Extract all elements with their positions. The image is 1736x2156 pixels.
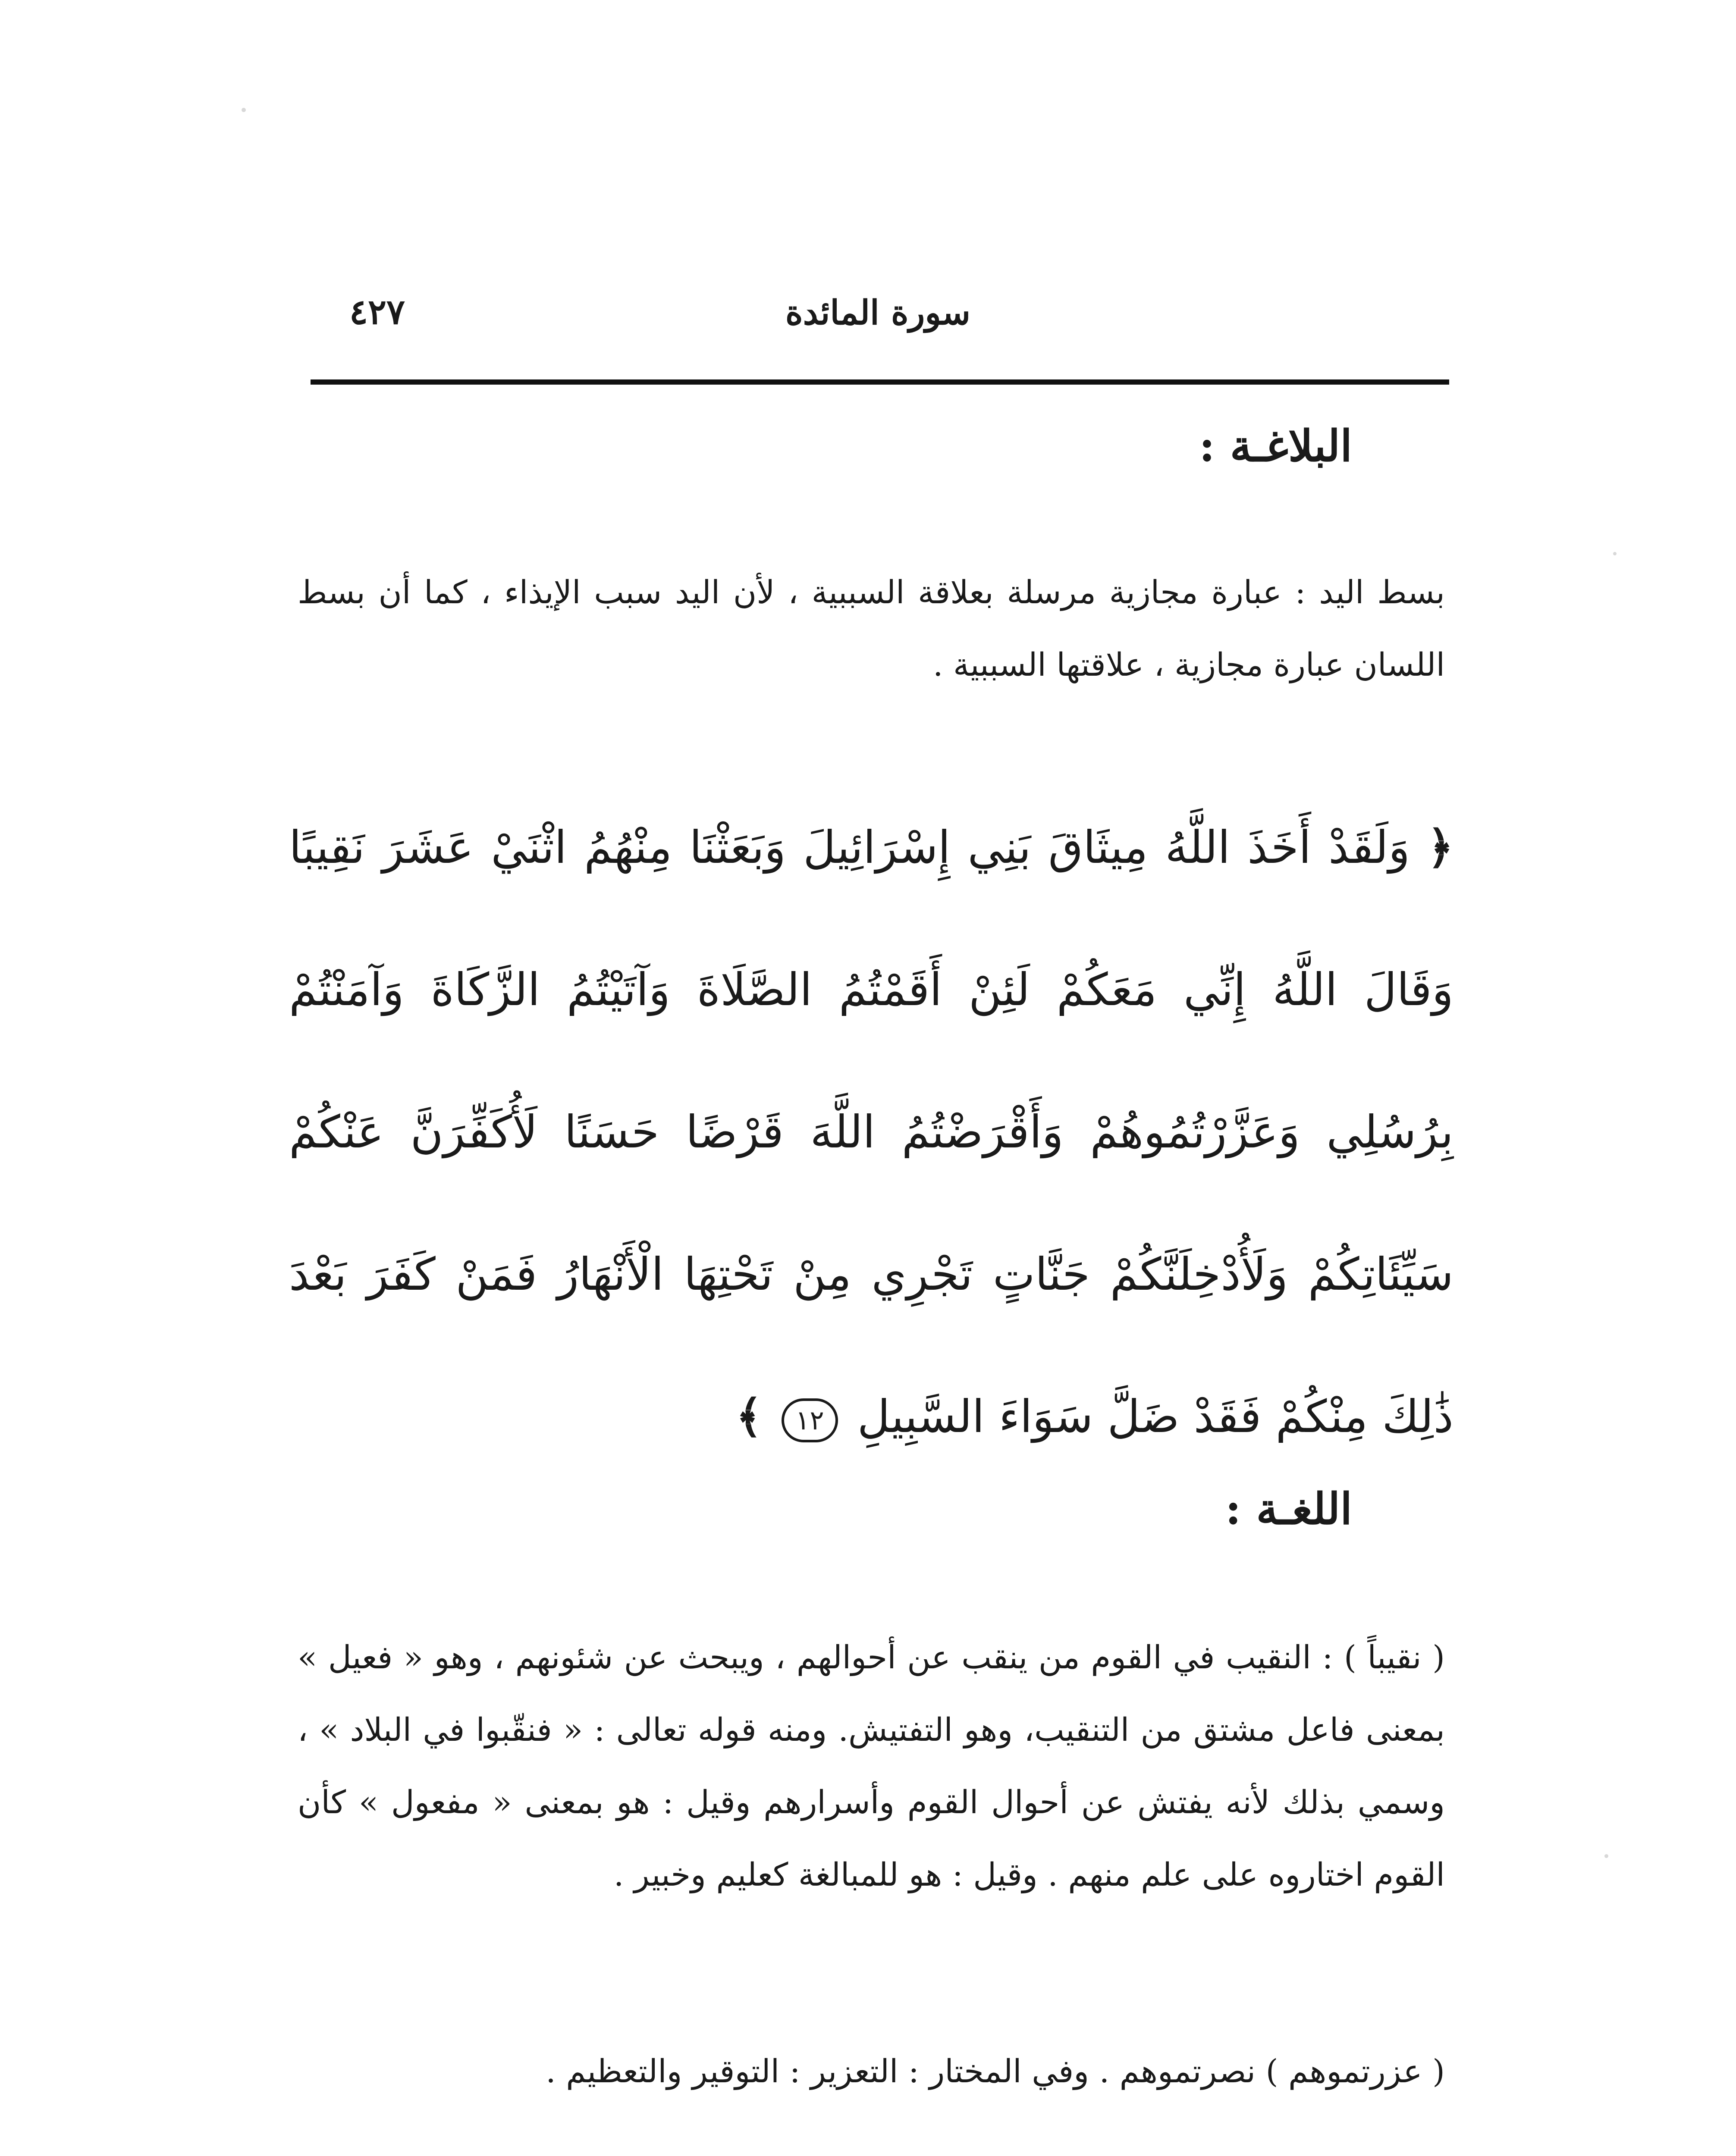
quran-verse <box>289 776 1453 1488</box>
verse-close-bracket: ﴾ <box>736 1390 763 1443</box>
scan-speck <box>1613 552 1617 555</box>
surah-title: سورة المائدة <box>785 293 970 332</box>
paragraph-naqib-definition: ( نقيباً ) : النقيب في القوم من ينقب عن أحوالهم ، ويبحث عن شئونهم ، وهو « فعيل » بمعنى فاعل مشتق من التنقيب، وهو التفتيش. ومنه قوله تعالى : « فنقّبوا في البلاد » ، وسمي بذلك لأنه يفتش عن أحوال القوم وأسرارهم وقيل : هو بمعنى « مفعول » كأن القوم اختاروه على علم منهم . وقيل : هو للمبالغة كعليم وخبير . <box>298 1639 1445 1893</box>
verse-text: وَلَقَدْ أَخَذَ اللَّهُ مِيثَاقَ بَنِي إِسْرَائِيلَ وَبَعَثْنَا مِنْهُمُ اثْنَيْ عَشَرَ نَقِيبًا وَقَالَ اللَّهُ إِنِّي مَعَكُمْ لَئِنْ أَقَمْتُمُ الصَّلَاةَ وَآتَيْتُمُ الزَّكَاةَ وَآمَنْتُمْ بِرُسُلِي وَعَزَّرْتُمُوهُمْ وَأَقْرَضْتُمُ اللَّهَ قَرْضًا حَسَنًا لَأُكَفِّرَنَّ عَنْكُمْ سَيِّئَاتِكُمْ وَلَأُدْخِلَنَّكُمْ جَنَّاتٍ تَجْرِي مِنْ تَحْتِهَا الْأَنْهَارُ فَمَنْ كَفَرَ بَعْدَ ذَٰلِكَ مِنْكُمْ فَقَدْ ضَلَّ سَوَاءَ السَّبِيلِ <box>289 821 1453 1443</box>
running-header <box>302 276 1445 336</box>
page-number: ٤٢٧ <box>349 291 405 332</box>
verse-open-bracket: ﴿ <box>1427 821 1453 874</box>
paragraph-balagha: بسط اليد : عبارة مجازية مرسلة بعلاقة السببية ، لأن اليد سبب الإيذاء ، كما أن بسط اللسان عبارة مجازية ، علاقتها السببية . <box>298 574 1445 683</box>
header-divider <box>311 379 1449 385</box>
ayah-number-marker: ١٢ <box>782 1398 838 1442</box>
paragraph-azzartumuhum-definition: ( عزرتموهم ) نصرتموهم . وفي المختار : التعزير : التوقير والتعظيم . <box>546 2053 1445 2090</box>
scan-speck <box>242 108 246 112</box>
scan-speck <box>1604 1854 1608 1858</box>
heading-balagha: البلاغـة : <box>1199 420 1352 471</box>
heading-lugha: اللغـة : <box>1225 1483 1352 1534</box>
